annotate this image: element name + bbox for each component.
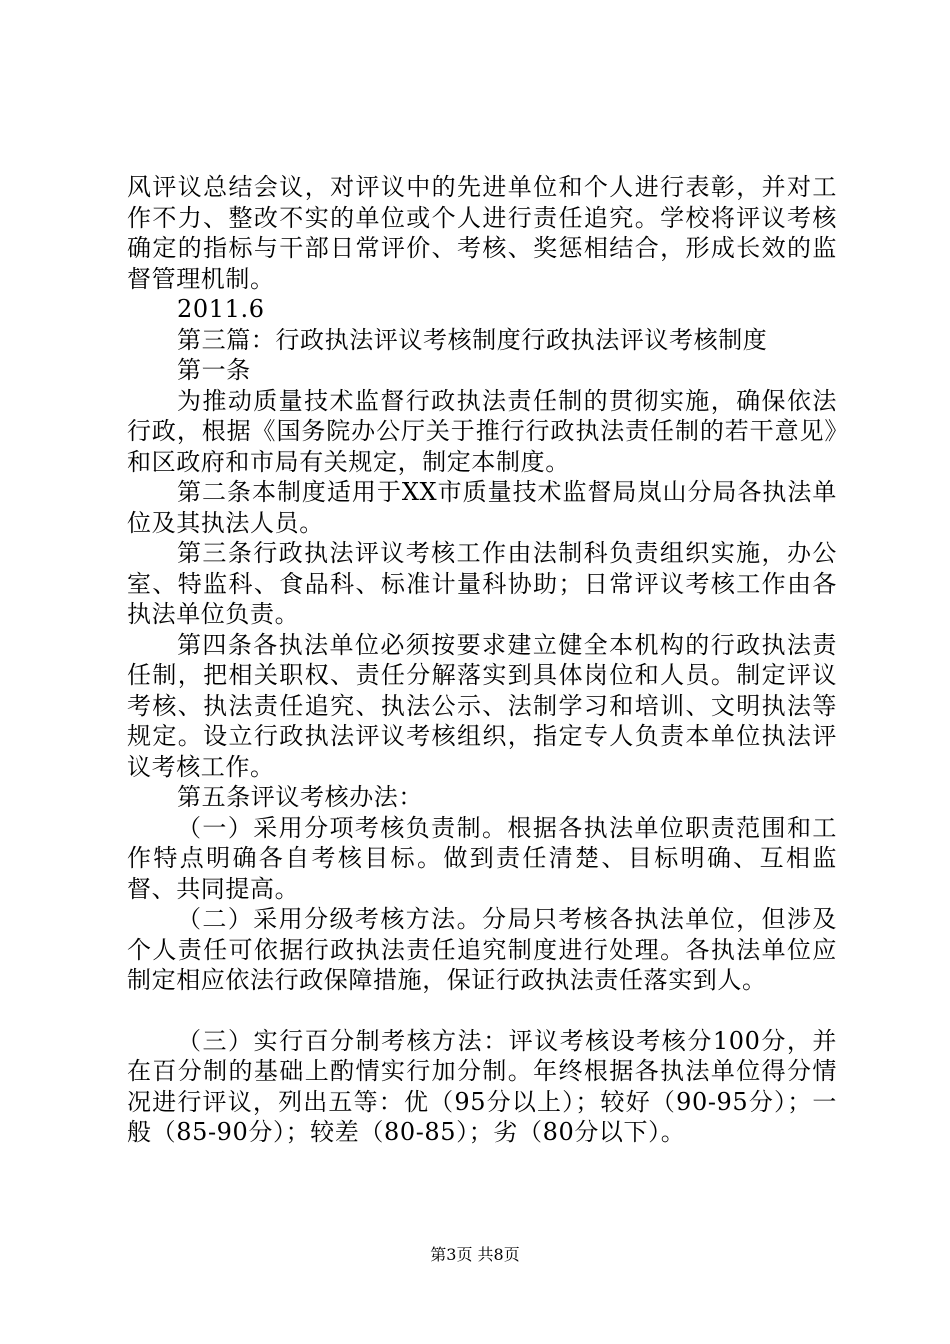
article-three: 第三条行政执法评议考核工作由法制科负责组织实施，办公室、特监科、食品科、标准计量科协助；日常评议考核工作由各执法单位负责。	[127, 539, 837, 628]
section-heading: 第三篇：行政执法评议考核制度行政执法评议考核制度	[177, 325, 768, 354]
page-footer: 第3页 共8页	[430, 1245, 520, 1264]
date-line: 2011.6	[177, 295, 265, 323]
article-two: 第二条本制度适用于XX市质量技术监督局岚山分局各执法单位及其执法人员。	[127, 478, 837, 537]
article-one-body: 为推动质量技术监督行政执法责任制的贯彻实施，确保依法行政，根据《国务院办公厅关于推行行政执法责任制的若干意见》和区政府和市局有关规定，制定本制度。	[127, 386, 837, 476]
method-item-three: （三）实行百分制考核方法：评议考核设考核分100分，并在百分制的基础上酌情实行加分制。年终根据各执法单位得分情况进行评议，列出五等：优（95分以上）；较好（90-95分）；一般（85-90分）；较差（80-85）；劣（80分以下）。	[127, 1026, 837, 1146]
method-item-one: （一）采用分项考核负责制。根据各执法单位职责范围和工作特点明确各自考核目标。做到责任清楚、目标明确、互相监督、共同提高。	[127, 813, 837, 903]
article-five-heading: 第五条评议考核办法：	[177, 783, 423, 811]
document-body	[127, 172, 837, 1148]
paragraph-meeting-summary: 风评议总结会议，对评议中的先进单位和个人进行表彰，并对工作不力、整改不实的单位或个人进行责任追究。学校将评议考核确定的指标与干部日常评价、考核、奖惩相结合，形成长效的监督管理机制。	[127, 173, 837, 293]
article-one-heading: 第一条	[177, 356, 251, 384]
method-item-two: （二）采用分级考核方法。分局只考核各执法单位，但涉及个人责任可依据行政执法责任追究制度进行处理。各执法单位应制定相应依法行政保障措施，保证行政执法责任落实到人。	[127, 905, 837, 994]
article-four: 第四条各执法单位必须按要求建立健全本机构的行政执法责任制，把相关职权、责任分解落实到具体岗位和人员。制定评议考核、执法责任追究、执法公示、法制学习和培训、文明执法等规定。设立行政执法评议考核组织，指定专人负责本单位执法评议考核工作。	[127, 630, 837, 781]
